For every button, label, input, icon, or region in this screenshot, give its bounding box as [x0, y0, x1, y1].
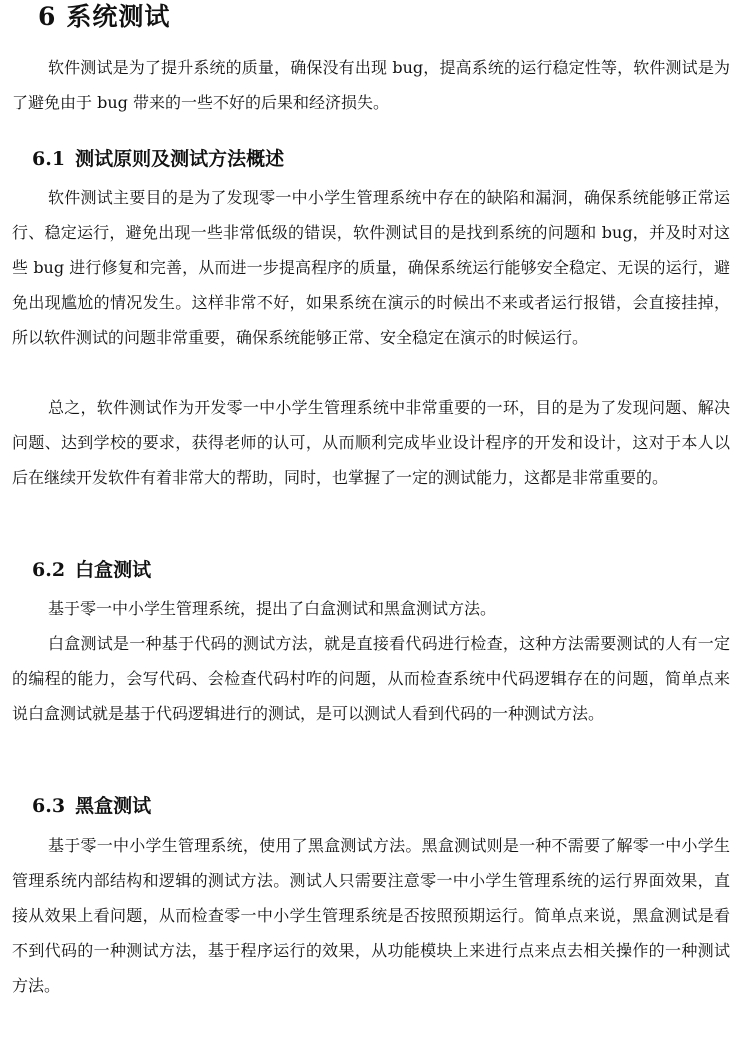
- section-heading-6-3: [32, 794, 151, 818]
- section-number: 6.3: [32, 795, 66, 817]
- body-paragraph: 基于零一中小学生管理系统，提出了白盒测试和黑盒测试方法。: [48, 599, 497, 618]
- chapter-number: 6: [38, 2, 57, 31]
- body-paragraph: 基于零一中小学生管理系统，使用了黑盒测试方法。黑盒测试则是一种不需要了解零一中小学生管理系统内部结构和逻辑的测试方法。测试人只需要注意零一中小学生管理系统的运行界面效果，直接从效果上看问题，从而检查零一中小学生管理系统是否按照预期运行。简单点来说，黑盒测试是看不到代码的一种测试方法，基于程序运行的效果，从功能模块上来进行点来点去相关操作的一种测试方法。: [12, 836, 730, 995]
- section-heading-6-2: [32, 558, 151, 582]
- chapter-intro-paragraph: 软件测试是为了提升系统的质量，确保没有出现 bug，提高系统的运行稳定性等，软件测试是为了避免由于 bug 带来的一些不好的后果和经济损失。: [12, 58, 730, 112]
- body-paragraph: 白盒测试是一种基于代码的测试方法，就是直接看代码进行检查，这种方法需要测试的人有一定的编程的能力，会写代码、会检查代码村咋的问题，从而检查系统中代码逻辑存在的问题，简单点来说白盒测试就是基于代码逻辑进行的测试，是可以测试人看到代码的一种测试方法。: [12, 634, 730, 723]
- section-title: 黑盒测试: [75, 795, 152, 817]
- body-paragraph: 总之，软件测试作为开发零一中小学生管理系统中非常重要的一环，目的是为了发现问题、解决问题、达到学校的要求，获得老师的认可，从而顺利完成毕业设计程序的开发和设计，这对于本人以后在继续开发软件有着非常大的帮助，同时，也掌握了一定的测试能力，这都是非常重要的。: [12, 398, 730, 487]
- section-title: 测试原则及测试方法概述: [75, 148, 285, 170]
- body-paragraph: 软件测试主要目的是为了发现零一中小学生管理系统中存在的缺陷和漏洞，确保系统能够正常运行、稳定运行，避免出现一些非常低级的错误，软件测试目的是找到系统的问题和 bug，并及时对这些 bug 进行修复和完善，从而进一步提高程序的质量，确保系统运行能够安全稳定、无误的运行，避免出现尴尬的情况发生。这样非常不好，如果系统在演示的时候出不来或者运行报错，会直接挂掉，所以软件测试的问题非常重要，确保系统能够正常、安全稳定在演示的时候运行。: [12, 188, 730, 347]
- section-number: 6.1: [32, 148, 66, 170]
- chapter-heading: [38, 2, 170, 32]
- section-number: 6.2: [32, 559, 66, 581]
- chapter-title: 系统测试: [66, 2, 171, 31]
- section-heading-6-1: [32, 147, 284, 171]
- section-title: 白盒测试: [75, 559, 152, 581]
